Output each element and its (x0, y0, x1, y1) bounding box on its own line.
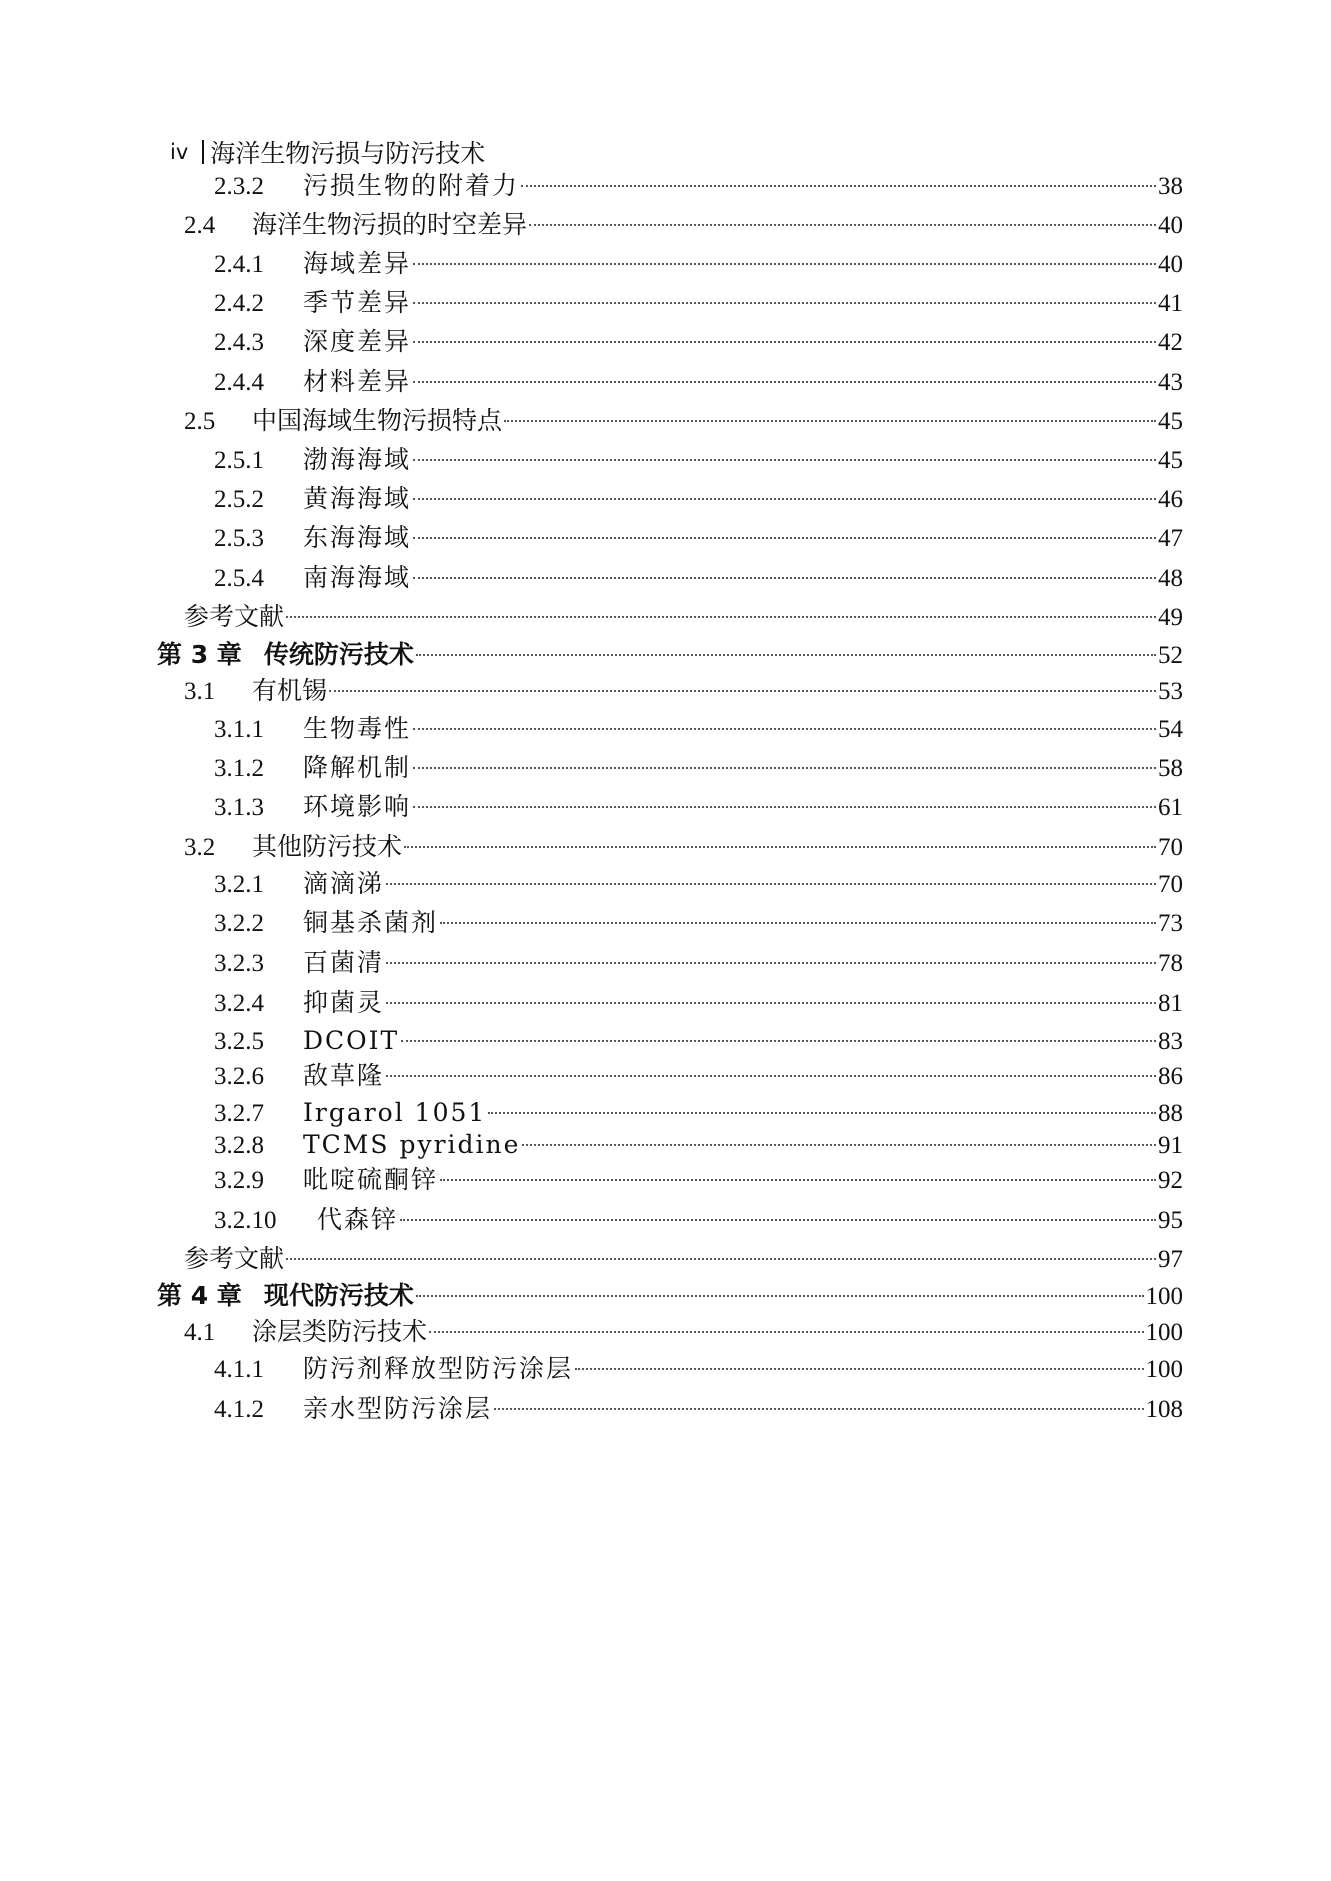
dot-leader (416, 654, 1156, 656)
toc-entry-title: 参考文献 (184, 1244, 285, 1273)
dot-leader (386, 962, 1156, 964)
toc-entry[interactable] (214, 246, 1183, 282)
toc-entry[interactable] (184, 1241, 1183, 1277)
toc-entry-number: 2.4.2 (214, 290, 264, 317)
dot-leader (386, 883, 1156, 885)
dot-leader (413, 263, 1156, 265)
toc-entry[interactable] (214, 1058, 1183, 1094)
toc-entry[interactable] (214, 711, 1183, 747)
toc-entry[interactable] (214, 168, 1183, 204)
dot-leader (386, 1002, 1156, 1004)
toc-entry[interactable] (184, 1314, 1183, 1350)
dot-leader (286, 616, 1156, 618)
dot-leader (413, 341, 1156, 343)
toc-entry-number: 3.1 (184, 678, 216, 705)
dot-leader (404, 846, 1156, 848)
toc-entry-page: 83 (1158, 1028, 1183, 1055)
toc-entry[interactable] (214, 324, 1183, 360)
dot-leader (429, 1331, 1143, 1333)
page-number: iv (170, 140, 189, 164)
toc-entry-title: DCOIT (303, 1026, 400, 1055)
toc-entry-page: 58 (1158, 755, 1183, 782)
toc-entry-page: 54 (1158, 716, 1183, 743)
dot-leader (329, 690, 1156, 692)
toc-entry-page: 97 (1158, 1246, 1183, 1273)
toc-entry[interactable] (214, 750, 1183, 786)
toc-entry-number: 3.2.5 (214, 1028, 264, 1055)
toc-entry[interactable] (214, 560, 1183, 596)
toc-entry-page: 40 (1158, 212, 1183, 239)
toc-entry[interactable] (214, 1127, 1183, 1163)
toc-entry-title: 涂层类防污技术 (252, 1317, 428, 1346)
toc-entry[interactable] (214, 1391, 1183, 1427)
toc-entry-number: 第 4 章 (157, 1281, 242, 1310)
dot-leader (413, 381, 1156, 383)
toc-entry-page: 91 (1158, 1132, 1183, 1159)
dot-leader (413, 459, 1156, 461)
toc-entry[interactable] (157, 1278, 1183, 1314)
dot-leader (529, 224, 1156, 226)
toc-entry[interactable] (214, 789, 1183, 825)
toc-entry[interactable] (214, 1202, 1183, 1238)
toc-entry-page: 45 (1158, 408, 1183, 435)
toc-entry[interactable] (184, 207, 1183, 243)
toc-entry-number: 3.2.1 (214, 871, 264, 898)
toc-entry-title: 污损生物的附着力 (303, 171, 520, 200)
toc-entry-title: 降解机制 (303, 753, 412, 782)
dot-leader (416, 1295, 1144, 1297)
toc-entry-title: 中国海域生物污损特点 (252, 406, 503, 435)
toc-entry-title: 海域差异 (303, 249, 412, 278)
toc-entry-title: 材料差异 (303, 367, 412, 396)
toc-entry-page: 100 (1145, 1319, 1183, 1346)
dot-leader (521, 185, 1156, 187)
toc-entry-number: 3.2.8 (214, 1132, 264, 1159)
toc-entry[interactable] (214, 945, 1183, 981)
toc-entry-number: 4.1 (184, 1319, 216, 1346)
toc-entry[interactable] (214, 481, 1183, 517)
toc-entry-title: 滴滴涕 (303, 869, 385, 898)
toc-entry[interactable] (214, 1162, 1183, 1198)
toc-entry[interactable] (214, 442, 1183, 478)
toc-entry-title: 生物毒性 (303, 714, 412, 743)
toc-entry[interactable] (184, 829, 1183, 865)
toc-entry-page: 100 (1145, 1283, 1183, 1310)
toc-entry-title: 敌草隆 (303, 1061, 385, 1090)
toc-entry[interactable] (214, 364, 1183, 400)
toc-entry-title: 深度差异 (303, 327, 412, 356)
toc-entry-number: 2.4.4 (214, 369, 264, 396)
dot-leader (575, 1368, 1143, 1370)
toc-entry-number: 3.2.9 (214, 1167, 264, 1194)
toc-entry-title: 黄海海域 (303, 484, 412, 513)
toc-entry-page: 70 (1158, 834, 1183, 861)
toc-entry-page: 49 (1158, 604, 1183, 631)
toc-entry-title: 环境影响 (303, 792, 412, 821)
toc-entry-title: 传统防污技术 (263, 640, 414, 669)
toc-entry-number: 4.1.2 (214, 1396, 264, 1423)
toc-entry[interactable] (214, 285, 1183, 321)
toc-entry-page: 70 (1158, 871, 1183, 898)
toc-entry-page: 78 (1158, 950, 1183, 977)
dot-leader (413, 728, 1156, 730)
toc-entry-page: 86 (1158, 1063, 1183, 1090)
toc-entry[interactable] (214, 985, 1183, 1021)
toc-entry-number: 3.2.7 (214, 1100, 264, 1127)
toc-entry-title: 季节差异 (303, 288, 412, 317)
toc-entry-title: 防污剂释放型防污涂层 (303, 1354, 574, 1383)
toc-entry-title: 现代防污技术 (263, 1281, 414, 1310)
toc-entry-page: 95 (1158, 1207, 1183, 1234)
dot-leader (413, 767, 1156, 769)
dot-leader (400, 1219, 1156, 1221)
toc-entry-page: 108 (1145, 1396, 1183, 1423)
toc-entry[interactable] (184, 599, 1183, 635)
toc-entry-number: 2.5.2 (214, 486, 264, 513)
toc-entry-page: 47 (1158, 525, 1183, 552)
toc-entry-title: 抑菌灵 (303, 988, 385, 1017)
toc-entry-page: 52 (1158, 642, 1183, 669)
toc-entry-page: 45 (1158, 447, 1183, 474)
toc-entry-page: 92 (1158, 1167, 1183, 1194)
toc-entry-title: 代森锌 (317, 1205, 399, 1234)
toc-entry-number: 2.5.3 (214, 525, 264, 552)
toc-entry-number: 2.5.1 (214, 447, 264, 474)
toc-entry-page: 61 (1158, 794, 1183, 821)
toc-entry-number: 3.2.3 (214, 950, 264, 977)
dot-leader (488, 1112, 1156, 1114)
dot-leader (401, 1040, 1156, 1042)
toc-entry-title: 渤海海域 (303, 445, 412, 474)
toc-entry-number: 3.2.2 (214, 910, 264, 937)
toc-entry-title: 亲水型防污涂层 (303, 1394, 493, 1423)
toc-entry-number: 4.1.1 (214, 1356, 264, 1383)
toc-entry-page: 88 (1158, 1100, 1183, 1127)
toc-entry-title: 其他防污技术 (252, 832, 403, 861)
toc-entry-number: 3.2.4 (214, 990, 264, 1017)
dot-leader (413, 302, 1156, 304)
toc-entry-number: 2.4 (184, 212, 216, 239)
toc-entry-title: TCMS pyridine (303, 1130, 521, 1159)
toc-entry[interactable] (214, 1095, 1183, 1131)
toc-entry[interactable] (184, 403, 1183, 439)
dot-leader (386, 1075, 1156, 1077)
toc-entry-title: 有机锡 (252, 676, 328, 705)
dot-leader (504, 420, 1156, 422)
toc-entry-number: 3.2.10 (214, 1207, 277, 1234)
dot-leader (413, 577, 1156, 579)
toc-entry-page: 46 (1158, 486, 1183, 513)
toc-entry-title: 东海海域 (303, 523, 412, 552)
toc-entry[interactable] (214, 1351, 1183, 1387)
toc-entry-number: 2.4.3 (214, 329, 264, 356)
toc-entry-title: 吡啶硫酮锌 (303, 1165, 439, 1194)
dot-leader (494, 1408, 1143, 1410)
toc-entry-title: Irgarol 1051 (303, 1098, 487, 1127)
toc-entry-number: 3.2.6 (214, 1063, 264, 1090)
toc-entry-number: 第 3 章 (157, 640, 242, 669)
toc-entry-page: 42 (1158, 329, 1183, 356)
toc-entry[interactable] (214, 1023, 1183, 1059)
toc-entry-page: 43 (1158, 369, 1183, 396)
toc-entry-page: 100 (1145, 1356, 1183, 1383)
toc-entry-page: 53 (1158, 678, 1183, 705)
dot-leader (413, 537, 1156, 539)
toc-entry-title: 南海海域 (303, 563, 412, 592)
toc-entry-number: 2.3.2 (214, 173, 264, 200)
book-title: 海洋生物污损与防污技术 (210, 139, 486, 168)
toc-entry-number: 3.1.1 (214, 716, 264, 743)
toc-entry-page: 40 (1158, 251, 1183, 278)
toc-entry-number: 3.2 (184, 834, 216, 861)
toc-entry-title: 铜基杀菌剂 (303, 908, 439, 937)
toc-entry[interactable] (214, 866, 1183, 902)
toc-entry-page: 41 (1158, 290, 1183, 317)
toc-entry-title: 海洋生物污损的时空差异 (252, 210, 528, 239)
toc-entry-number: 2.4.1 (214, 251, 264, 278)
toc-entry-page: 38 (1158, 173, 1183, 200)
dot-leader (413, 806, 1156, 808)
dot-leader (440, 1179, 1156, 1181)
toc-entry-number: 2.5.4 (214, 565, 264, 592)
toc-entry[interactable] (214, 905, 1183, 941)
toc-entry-title: 参考文献 (184, 602, 285, 631)
toc-entry[interactable] (214, 520, 1183, 556)
dot-leader (286, 1258, 1156, 1260)
toc-entry-title: 百菌清 (303, 948, 385, 977)
toc-entry-number: 2.5 (184, 408, 216, 435)
toc-entry[interactable] (184, 673, 1183, 709)
dot-leader (522, 1144, 1156, 1146)
toc-entry-number: 3.1.3 (214, 794, 264, 821)
toc-entry-page: 81 (1158, 990, 1183, 1017)
dot-leader (440, 922, 1156, 924)
toc-entry-page: 73 (1158, 910, 1183, 937)
dot-leader (413, 498, 1156, 500)
toc-entry[interactable] (157, 637, 1183, 673)
toc-entry-page: 48 (1158, 565, 1183, 592)
toc-entry-number: 3.1.2 (214, 755, 264, 782)
